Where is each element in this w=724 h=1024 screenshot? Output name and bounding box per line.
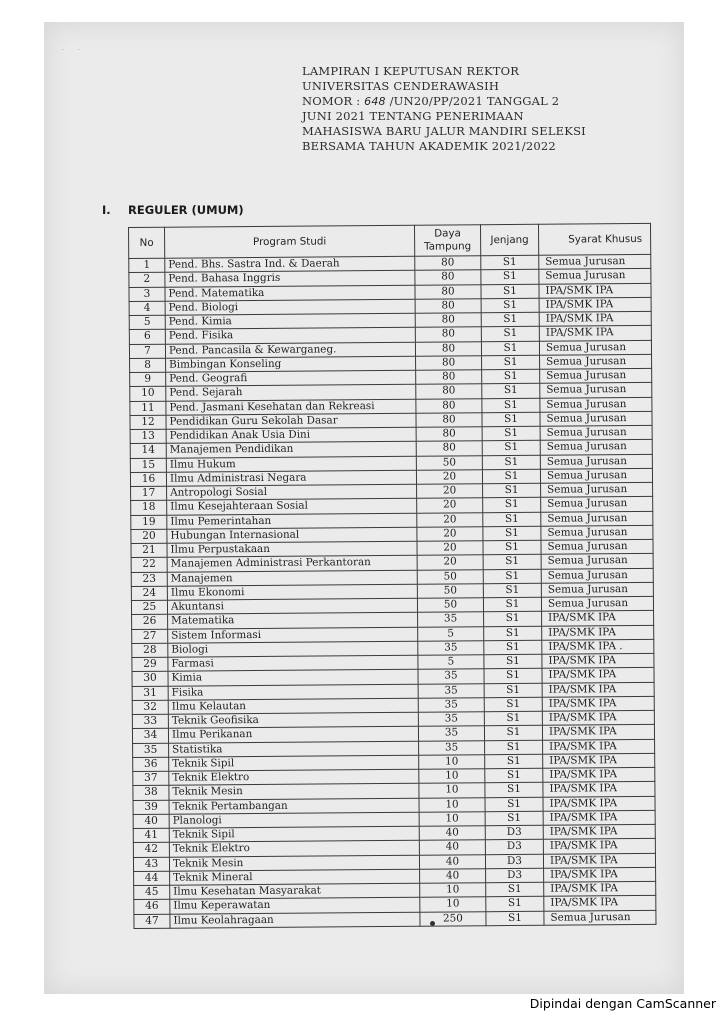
cell-jenjang: S1 (482, 384, 540, 399)
cell-no: 41 (133, 828, 169, 843)
cell-syarat: IPA/SMK IPA (542, 668, 654, 683)
cell-syarat: IPA/SMK IPA (543, 739, 655, 754)
cell-daya-tampung: 10 (420, 897, 486, 912)
cell-program: Manajemen (167, 570, 417, 586)
cell-daya-tampung: 35 (419, 740, 485, 755)
cell-no: 14 (130, 443, 166, 458)
cell-jenjang: S1 (482, 441, 540, 456)
cell-daya-tampung: 80 (416, 441, 482, 456)
cell-daya-tampung: 10 (419, 811, 485, 826)
cell-syarat: Semua Jurusan (541, 596, 653, 611)
cell-daya-tampung: 50 (416, 455, 482, 470)
cell-no: 15 (130, 458, 166, 473)
cell-no: 42 (133, 842, 169, 857)
cell-program: Ilmu Kesejahteraan Sosial (167, 498, 417, 514)
cell-daya-tampung: 10 (419, 754, 485, 769)
header-line-4: JUNI 2021 TENTANG PENERIMAAN (302, 109, 524, 124)
cell-syarat: IPA/SMK IPA (544, 896, 656, 911)
cell-daya-tampung: 35 (418, 726, 484, 741)
cell-program: Teknik Sipil (169, 755, 419, 771)
cell-jenjang: S1 (481, 312, 539, 327)
header-line-5: MAHASISWA BARU JALUR MANDIRI SELEKSI (302, 124, 586, 139)
cell-jenjang: S1 (481, 255, 539, 270)
cell-daya-tampung: 10 (419, 783, 485, 798)
cell-program: Pend. Fisika (165, 327, 415, 343)
cell-syarat: IPA/SMK IPA (542, 653, 654, 668)
cell-no: 43 (133, 857, 169, 872)
cell-jenjang: S1 (482, 369, 540, 384)
cell-no: 20 (131, 529, 167, 544)
cell-no: 11 (130, 401, 166, 416)
cell-program: Matematika (168, 612, 418, 628)
cell-daya-tampung: 80 (416, 355, 482, 370)
cell-program: Pend. Matematika (165, 285, 415, 301)
cell-syarat: Semua Jurusan (540, 354, 652, 369)
cell-no: 29 (132, 657, 168, 672)
cell-no: 5 (129, 315, 165, 330)
cell-syarat: IPA/SMK IPA (543, 853, 655, 868)
cell-jenjang: S1 (482, 398, 540, 413)
cell-program: Pend. Kimia (165, 313, 415, 329)
cell-no: 9 (130, 372, 166, 387)
cell-daya-tampung: 5 (418, 626, 484, 641)
cell-program: Manajemen Pendidikan (166, 441, 416, 457)
cell-syarat: IPA/SMK IPA . (542, 639, 654, 654)
cell-jenjang: S1 (484, 711, 542, 726)
cell-no: 17 (131, 486, 167, 501)
cell-no: 16 (130, 472, 166, 487)
cell-jenjang: D3 (485, 854, 543, 869)
cell-daya-tampung: 10 (420, 883, 486, 898)
cell-daya-tampung: 80 (415, 327, 481, 342)
cell-daya-tampung: 40 (419, 826, 485, 841)
cell-program: Ilmu Keperawatan (170, 897, 420, 913)
cell-no: 45 (134, 885, 170, 900)
cell-jenjang: S1 (481, 327, 539, 342)
cell-no: 18 (131, 500, 167, 515)
cell-syarat: Semua Jurusan (544, 910, 656, 925)
cell-no: 23 (131, 572, 167, 587)
cell-jenjang: S1 (485, 783, 543, 798)
admission-table (128, 223, 656, 929)
cell-syarat: IPA/SMK IPA (542, 710, 654, 725)
cell-jenjang: S1 (483, 540, 541, 555)
cell-jenjang: S1 (485, 740, 543, 755)
header-program: Program Studi (165, 225, 415, 258)
header-line-3 (302, 94, 642, 110)
cell-syarat: Semua Jurusan (539, 269, 651, 284)
cell-program: Teknik Mesin (169, 855, 419, 871)
cell-program: Pend. Geografi (166, 370, 416, 386)
cell-syarat: IPA/SMK IPA (544, 867, 656, 882)
cell-syarat: IPA/SMK IPA (544, 881, 656, 896)
cell-daya-tampung: 40 (419, 854, 485, 869)
header-line-3-prefix: NOMOR : (302, 93, 365, 108)
cell-jenjang: S1 (485, 754, 543, 769)
cell-daya-tampung: 20 (417, 555, 483, 570)
cell-no: 30 (132, 671, 168, 686)
cell-jenjang: S1 (485, 811, 543, 826)
cell-program: Pend. Bahasa Inggris (165, 270, 415, 286)
cell-no: 35 (133, 743, 169, 758)
cell-syarat: Semua Jurusan (541, 539, 653, 554)
header-jenjang: Jenjang (480, 224, 538, 255)
cell-jenjang: S1 (483, 555, 541, 570)
cell-syarat: Semua Jurusan (540, 411, 652, 426)
section-heading (102, 203, 244, 217)
cell-program: Pend. Pancasila & Kewarganeg. (165, 342, 415, 358)
cell-no: 31 (132, 686, 168, 701)
cell-jenjang: D3 (485, 840, 543, 855)
cell-no: 1 (129, 258, 165, 273)
cell-program: Teknik Elektro (169, 840, 419, 856)
cell-daya-tampung: 250 (420, 911, 486, 926)
cell-program: Kimia (168, 669, 418, 685)
cell-syarat: Semua Jurusan (541, 568, 653, 583)
cell-program: Teknik Mineral (170, 869, 420, 885)
cell-program: Ilmu Keolahragaan (170, 912, 420, 928)
cell-program: Manajemen Administrasi Perkantoran (167, 555, 417, 571)
cell-program: Ilmu Pemerintahan (167, 513, 417, 529)
header-daya-line1: Daya (434, 227, 461, 240)
cell-daya-tampung: 35 (418, 712, 484, 727)
header-line-1: LAMPIRAN I KEPUTUSAN REKTOR (302, 64, 520, 78)
cell-syarat: Semua Jurusan (540, 368, 652, 383)
section-number: I. (102, 203, 111, 217)
cell-no: 46 (134, 899, 170, 914)
cell-program: Ilmu Kelautan (168, 698, 418, 714)
header-line-3-suffix: /UN20/PP/2021 TANGGAL 2 (385, 93, 560, 108)
cell-jenjang: S1 (483, 512, 541, 527)
cell-no: 22 (131, 557, 167, 572)
cell-program: Statistika (169, 741, 419, 757)
cell-daya-tampung: 10 (419, 769, 485, 784)
cell-syarat: Semua Jurusan (540, 383, 652, 398)
cell-jenjang: S1 (484, 626, 542, 641)
cell-program: Ilmu Kesehatan Masyarakat (170, 883, 420, 899)
cell-daya-tampung: 80 (415, 256, 481, 271)
document-header (302, 64, 642, 154)
cell-no: 10 (130, 386, 166, 401)
cell-no: 26 (132, 614, 168, 629)
cell-syarat: Semua Jurusan (539, 340, 651, 355)
cell-program: Hubungan Internasional (167, 527, 417, 543)
cell-daya-tampung: 80 (415, 270, 481, 285)
cell-syarat: IPA/SMK IPA (542, 696, 654, 711)
cell-syarat: IPA/SMK IPA (542, 725, 654, 740)
scan-specks: · · (62, 47, 86, 54)
cell-syarat: IPA/SMK IPA (543, 782, 655, 797)
handwritten-number: 648 (364, 94, 386, 108)
cell-daya-tampung: 20 (416, 469, 482, 484)
cell-no: 3 (129, 287, 165, 302)
camscanner-footer: Dipindai dengan CamScanner (529, 996, 716, 1011)
header-syarat: Syarat Khusus (538, 223, 650, 255)
cell-program: Teknik Sipil (169, 826, 419, 842)
cell-syarat: IPA/SMK IPA (543, 767, 655, 782)
cell-no: 37 (133, 771, 169, 786)
cell-no: 4 (129, 301, 165, 316)
cell-syarat: IPA/SMK IPA (542, 611, 654, 626)
cell-program: Bimbingan Konseling (166, 356, 416, 372)
cell-jenjang: S1 (486, 897, 544, 912)
cell-jenjang: S1 (483, 498, 541, 513)
cell-jenjang: S1 (483, 569, 541, 584)
cell-no: 25 (131, 600, 167, 615)
cell-daya-tampung: 50 (417, 569, 483, 584)
cell-program: Farmasi (168, 655, 418, 671)
cell-no: 40 (133, 814, 169, 829)
cell-jenjang: S1 (484, 669, 542, 684)
cell-syarat: Semua Jurusan (541, 511, 653, 526)
cell-syarat: Semua Jurusan (540, 468, 652, 483)
cell-jenjang: S1 (481, 298, 539, 313)
cell-program: Biologi (168, 641, 418, 657)
cell-no: 8 (130, 358, 166, 373)
cell-daya-tampung: 80 (415, 284, 481, 299)
cell-program: Fisika (168, 684, 418, 700)
cell-program: Ilmu Perikanan (168, 726, 418, 742)
cell-jenjang: S1 (484, 726, 542, 741)
cell-program: Ilmu Ekonomi (167, 584, 417, 600)
cell-program: Sistem Informasi (168, 627, 418, 643)
cell-no: 13 (130, 429, 166, 444)
cell-daya-tampung: 5 (418, 655, 484, 670)
cell-program: Akuntansi (167, 598, 417, 614)
cell-syarat: Semua Jurusan (540, 454, 652, 469)
cell-no: 2 (129, 272, 165, 287)
cell-syarat: Semua Jurusan (541, 554, 653, 569)
cell-no: 44 (134, 871, 170, 886)
cell-jenjang: S1 (483, 583, 541, 598)
ink-dot (430, 921, 435, 926)
header-line-2: UNIVERSITAS CENDERAWASIH (302, 78, 500, 93)
cell-no: 6 (129, 329, 165, 344)
cell-daya-tampung: 20 (417, 484, 483, 499)
section-title: REGULER (UMUM) (128, 203, 244, 217)
cell-daya-tampung: 35 (418, 640, 484, 655)
table-body (129, 254, 656, 928)
cell-syarat: Semua Jurusan (539, 254, 651, 269)
cell-syarat: IPA/SMK IPA (539, 283, 651, 298)
cell-no: 7 (129, 344, 165, 359)
cell-jenjang: S1 (486, 882, 544, 897)
cell-daya-tampung: 80 (415, 298, 481, 313)
cell-syarat: IPA/SMK IPA (543, 824, 655, 839)
cell-daya-tampung: 20 (417, 526, 483, 541)
cell-program: Ilmu Administrasi Negara (166, 470, 416, 486)
cell-syarat: IPA/SMK IPA (539, 297, 651, 312)
cell-jenjang: S1 (486, 911, 544, 926)
cell-syarat: Semua Jurusan (540, 425, 652, 440)
header-daya-tampung (414, 225, 480, 257)
cell-program: Antropologi Sosial (167, 484, 417, 500)
cell-daya-tampung: 80 (415, 341, 481, 356)
cell-program: Pend. Bhs. Sastra Ind. & Daerah (165, 256, 415, 272)
cell-jenjang: S1 (482, 412, 540, 427)
header-line-6: BERSAMA TAHUN AKADEMIK 2021/2022 (302, 138, 556, 153)
cell-syarat: IPA/SMK IPA (542, 625, 654, 640)
cell-jenjang: S1 (482, 355, 540, 370)
cell-no: 39 (133, 800, 169, 815)
cell-daya-tampung: 35 (418, 669, 484, 684)
cell-program: Pend. Jasmani Kesehatan dan Rekreasi (166, 399, 416, 415)
cell-daya-tampung: 40 (420, 868, 486, 883)
cell-no: 21 (131, 543, 167, 558)
cell-no: 27 (132, 629, 168, 644)
cell-jenjang: S1 (484, 612, 542, 627)
cell-daya-tampung: 80 (416, 398, 482, 413)
header-daya-line2: Tampung (424, 240, 472, 253)
cell-daya-tampung: 80 (416, 427, 482, 442)
cell-program: Pend. Biologi (165, 299, 415, 315)
cell-no: 12 (130, 415, 166, 430)
cell-daya-tampung: 50 (417, 598, 483, 613)
cell-jenjang: D3 (485, 825, 543, 840)
cell-syarat: IPA/SMK IPA (543, 839, 655, 854)
cell-program: Pendidikan Guru Sekolah Dasar (166, 413, 416, 429)
cell-jenjang: D3 (486, 868, 544, 883)
cell-daya-tampung: 10 (419, 797, 485, 812)
cell-no: 47 (134, 914, 170, 929)
cell-syarat: Semua Jurusan (541, 582, 653, 597)
cell-daya-tampung: 35 (418, 697, 484, 712)
cell-program: Pendidikan Anak Usia Dini (166, 427, 416, 443)
cell-syarat: IPA/SMK IPA (539, 311, 651, 326)
cell-no: 36 (133, 757, 169, 772)
cell-no: 33 (132, 714, 168, 729)
cell-jenjang: S1 (483, 597, 541, 612)
cell-syarat: Semua Jurusan (541, 482, 653, 497)
cell-syarat: Semua Jurusan (541, 525, 653, 540)
cell-program: Teknik Geofisika (168, 712, 418, 728)
cell-program: Teknik Pertambangan (169, 798, 419, 814)
cell-program: Ilmu Hukum (166, 456, 416, 472)
cell-daya-tampung: 80 (416, 412, 482, 427)
cell-jenjang: S1 (485, 768, 543, 783)
cell-no: 34 (132, 728, 168, 743)
admission-table-wrapper (128, 223, 656, 929)
cell-daya-tampung: 35 (418, 612, 484, 627)
cell-jenjang: S1 (484, 640, 542, 655)
cell-no: 32 (132, 700, 168, 715)
cell-jenjang: S1 (482, 455, 540, 470)
cell-program: Teknik Mesin (169, 783, 419, 799)
cell-daya-tampung: 20 (417, 541, 483, 556)
header-no: No (129, 227, 165, 258)
cell-jenjang: S1 (484, 683, 542, 698)
cell-program: Ilmu Perpustakaan (167, 541, 417, 557)
cell-jenjang: S1 (481, 270, 539, 285)
cell-syarat: Semua Jurusan (540, 440, 652, 455)
cell-daya-tampung: 35 (418, 683, 484, 698)
cell-jenjang: S1 (482, 426, 540, 441)
cell-program: Teknik Elektro (169, 769, 419, 785)
cell-daya-tampung: 80 (416, 370, 482, 385)
cell-jenjang: S1 (482, 469, 540, 484)
cell-jenjang: S1 (481, 341, 539, 356)
cell-jenjang: S1 (484, 654, 542, 669)
cell-syarat: Semua Jurusan (540, 397, 652, 412)
cell-daya-tampung: 50 (417, 583, 483, 598)
cell-no: 24 (131, 586, 167, 601)
cell-syarat: IPA/SMK IPA (542, 682, 654, 697)
cell-program: Planologi (169, 812, 419, 828)
cell-syarat: IPA/SMK IPA (543, 810, 655, 825)
cell-jenjang: S1 (481, 284, 539, 299)
cell-syarat: Semua Jurusan (541, 497, 653, 512)
cell-jenjang: S1 (485, 797, 543, 812)
table-header-row (129, 223, 651, 258)
cell-daya-tampung: 80 (415, 313, 481, 328)
cell-no: 19 (131, 515, 167, 530)
cell-syarat: IPA/SMK IPA (539, 326, 651, 341)
cell-no: 28 (132, 643, 168, 658)
cell-program: Pend. Sejarah (166, 384, 416, 400)
cell-jenjang: S1 (484, 697, 542, 712)
cell-daya-tampung: 80 (416, 384, 482, 399)
cell-no: 38 (133, 785, 169, 800)
cell-daya-tampung: 20 (417, 498, 483, 513)
cell-daya-tampung: 20 (417, 512, 483, 527)
cell-syarat: IPA/SMK IPA (543, 753, 655, 768)
cell-syarat: IPA/SMK IPA (543, 796, 655, 811)
cell-jenjang: S1 (483, 526, 541, 541)
cell-jenjang: S1 (483, 483, 541, 498)
cell-daya-tampung: 40 (419, 840, 485, 855)
